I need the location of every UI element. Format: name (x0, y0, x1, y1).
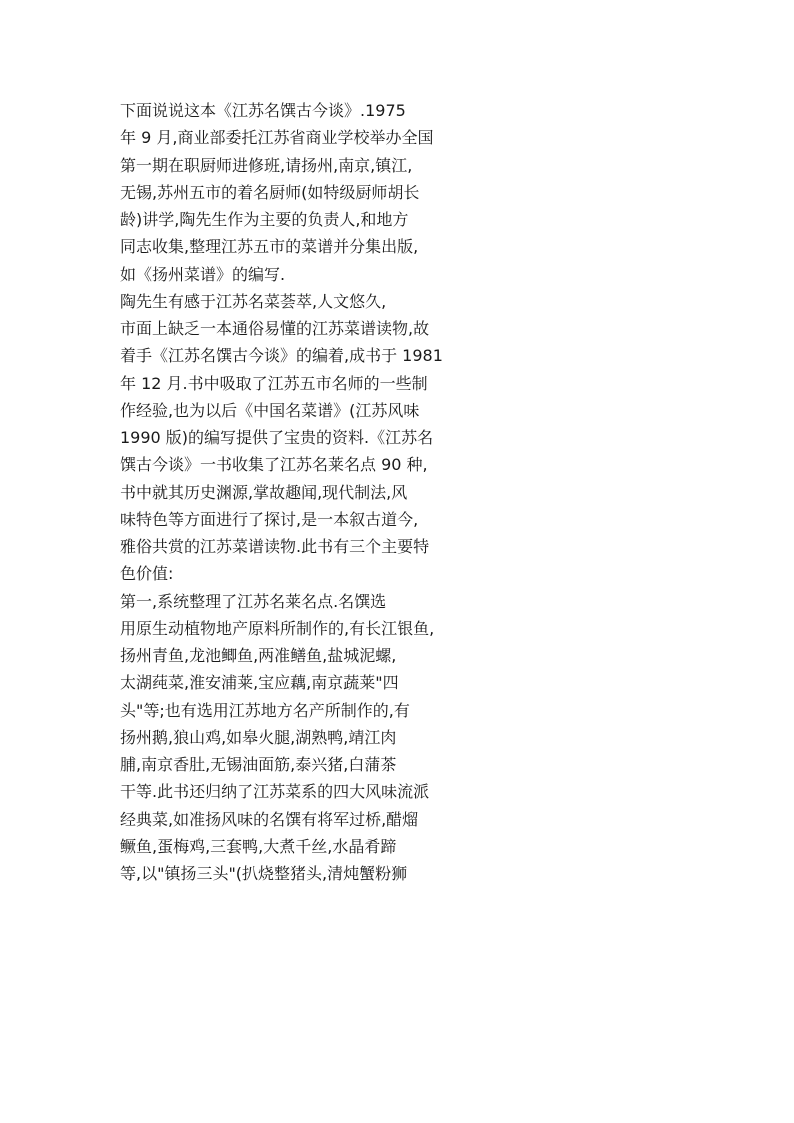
text-line: 雅俗共赏的江苏菜谱读物.此书有三个主要特 (120, 537, 430, 556)
text-line: 太湖莼菜,淮安浦莱,宝应藕,南京蔬莱"四 (120, 673, 399, 693)
text-line: 第一期在职厨师进修班,请扬州,南京,镇江, (120, 155, 413, 175)
text-line: 馔古今谈》一书收集了江苏名莱名点 90 种, (120, 455, 428, 475)
text-line: 同志收集,整理江苏五市的菜谱并分集出版, (120, 237, 419, 257)
body-text (120, 97, 450, 887)
text-line: 书中就其历史渊源,掌故趣闻,现代制法,风 (120, 482, 408, 502)
text-line: 第一,系统整理了江苏名莱名点.名馔选 (120, 591, 387, 611)
text-line: 市面上缺乏一本通俗易懂的江苏菜谱读物,故 (120, 319, 430, 338)
text-line: 年 9 月,商业部委托江苏省商业学校举办全国 (120, 128, 434, 148)
text-line: 色价值: (120, 564, 174, 584)
text-line: 陶先生有感于江苏名菜荟萃,人文悠久, (120, 291, 387, 311)
text-line: 1990 版)的编写提供了宝贵的资料.《江苏名 (120, 428, 434, 447)
text-line: 用原生动植物地产原料所制作的,有长江银鱼, (120, 618, 435, 638)
text-line: 如《扬州菜谱》的编写. (120, 264, 286, 284)
text-line: 无锡,苏州五市的着名厨师(如特级厨师胡长 (120, 182, 420, 202)
text-line: 扬州青鱼,龙池鲫鱼,两准鳝鱼,盐城泥螺, (120, 646, 397, 665)
text-line: 扬州鹅,狼山鸡,如皋火腿,湖熟鸭,靖江肉 (120, 727, 397, 747)
text-line: 等,以"镇扬三头"(扒烧整猪头,清炖蟹粉狮 (120, 864, 408, 883)
text-line: 作经验,也为以后《中国名菜谱》(江苏风味 (120, 400, 420, 420)
text-line: 干等.此书还归纳了江苏菜系的四大风味流派 (120, 782, 430, 802)
text-line: 头"等;也有选用江苏地方名产所制作的,有 (120, 700, 410, 720)
text-line: 鳜鱼,蛋梅鸡,三套鸭,大煮千丝,水晶肴蹄 (120, 836, 397, 856)
text-line: 味特色等方面进行了探讨,是一本叙古道今, (120, 509, 419, 529)
text-line: 脯,南京香肚,无锡油面筋,泰兴猪,白蒲茶 (120, 755, 397, 774)
text-line: 经典菜,如准扬风味的名馔有将军过桥,醋熘 (120, 809, 419, 829)
text-line: 年 12 月.书中吸取了江苏五市名师的一些制 (120, 373, 428, 393)
text-line: 龄)讲学,陶先生作为主要的负责人,和地方 (120, 210, 409, 229)
text-line: 下面说说这本《江苏名馔古今谈》.1975 (120, 101, 406, 120)
text-line: 着手《江苏名馔古今谈》的编着,成书于 1981 (120, 346, 443, 366)
